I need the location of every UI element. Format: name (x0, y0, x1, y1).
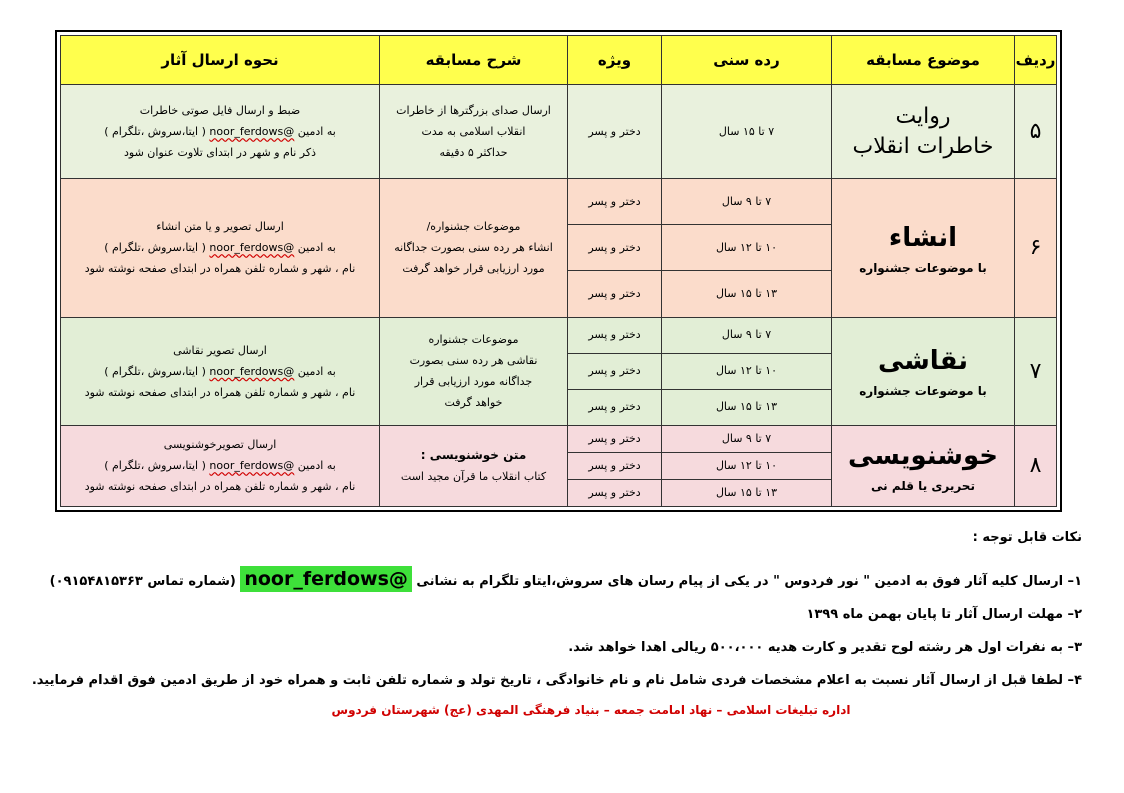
send-prefix: به ادمین (297, 459, 336, 473)
age-cell: ۱۳ تا ۱۵ سال (662, 271, 832, 317)
description-line: انقلاب اسلامی به مدت (421, 125, 526, 139)
highlighted-handle: noor_ferdows@ (240, 566, 412, 592)
note-1-text: ۱– ارسال کلیه آثار فوق به ادمین " نور فردوس " در یکی از پیام رسان های سروش،ایتاو تلگرام به نشانی (416, 574, 1082, 589)
send-line (67, 361, 373, 382)
notes-section (31, 530, 1082, 717)
group-cell: دختر و پسر (568, 479, 662, 506)
send-cell (61, 179, 380, 317)
send-cell (61, 425, 380, 506)
age-cell: ۷ تا ۱۵ سال (662, 85, 832, 179)
row-number: ۷ (1015, 317, 1057, 425)
group-cell: دختر و پسر (568, 389, 662, 425)
send-apps: ( ایتا،سروش ،تلگرام ) (104, 364, 206, 378)
send-line (67, 455, 373, 476)
send-line: ضبط و ارسال فایل صوتی خاطرات (139, 104, 301, 118)
note-1-phone: (شماره تماس ۰۹۱۵۴۸۱۵۳۶۳) (49, 574, 236, 589)
subject-title: نقاشی (877, 346, 969, 377)
table-row (61, 425, 1057, 452)
header-group: ویژه (568, 36, 662, 85)
header-age: رده سنی (662, 36, 832, 85)
header-radif: ردیف (1015, 36, 1057, 85)
description-cell (380, 317, 568, 425)
table-row (61, 179, 1057, 225)
table-header-row (61, 36, 1057, 85)
subject-subtitle: تحریری یا قلم نی (871, 478, 975, 493)
send-apps: ( ایتا،سروش ،تلگرام ) (104, 125, 206, 139)
subject-title: انشاء (888, 222, 958, 253)
send-prefix: به ادمین (297, 125, 336, 139)
subject-title: خوشنویسی (847, 440, 999, 471)
age-cell: ۷ تا ۹ سال (662, 425, 832, 452)
admin-handle: noor_ferdows@ (209, 125, 295, 139)
send-apps: ( ایتا،سروش ،تلگرام ) (104, 459, 206, 473)
row-subject (832, 425, 1015, 506)
competition-table (60, 35, 1057, 507)
description-line: متن خوشنویسی : (420, 447, 527, 462)
subject-subtitle: خاطرات انقلاب (852, 133, 994, 159)
admin-handle: noor_ferdows@ (209, 459, 295, 473)
send-prefix: به ادمین (297, 241, 336, 255)
note-4: ۴– لطفا قبل از ارسال آثار نسبت به اعلام مشخصات فردی شامل نام و نام خانوادگی ، تاریخ تولد و شماره تلفن ثابت و همراه خود از طریق ادمین فوق اقدام فرمایید. (31, 673, 1082, 688)
notes-title: نکات قابل توجه : (972, 530, 1082, 545)
row-subject (832, 85, 1015, 179)
header-description: شرح مسابقه (380, 36, 568, 85)
description-line: جداگانه مورد ارزیابی قرار (414, 375, 533, 389)
group-cell: دختر و پسر (568, 425, 662, 452)
age-cell: ۱۳ تا ۱۵ سال (662, 389, 832, 425)
table-row (61, 317, 1057, 353)
group-cell: دختر و پسر (568, 317, 662, 353)
group-cell: دختر و پسر (568, 225, 662, 271)
header-send: نحوه ارسال آثار (61, 36, 380, 85)
subject-subtitle: با موضوعات جشنواره (859, 260, 987, 275)
description-line: ارسال صدای بزرگترها از خاطرات (396, 104, 551, 118)
send-line: نام ، شهر و شماره تلفن همراه در ابتدای صفحه نوشته شود (84, 262, 356, 276)
send-cell (61, 85, 380, 179)
subject-title: روایت (895, 103, 951, 129)
send-line: نام ، شهر و شماره تلفن همراه در ابتدای صفحه نوشته شود (84, 480, 356, 494)
note-1 (40, 563, 1082, 598)
table-row (61, 85, 1057, 179)
description-line: نقاشی هر رده سنی بصورت (409, 354, 538, 368)
description-line: کتاب انقلاب ما قرآن مجید است (400, 469, 547, 483)
admin-handle: noor_ferdows@ (209, 364, 295, 378)
age-cell: ۱۰ تا ۱۲ سال (662, 225, 832, 271)
send-line (67, 237, 373, 258)
description-cell (380, 179, 568, 317)
send-apps: ( ایتا،سروش ،تلگرام ) (104, 241, 206, 255)
age-cell: ۷ تا ۹ سال (662, 317, 832, 353)
send-cell (61, 317, 380, 425)
group-cell: دختر و پسر (568, 271, 662, 317)
age-cell: ۷ تا ۹ سال (662, 179, 832, 225)
description-cell (380, 85, 568, 179)
header-subject: موضوع مسابقه (832, 36, 1015, 85)
row-number: ۵ (1015, 85, 1057, 179)
note-2: ۲– مهلت ارسال آثار تا پایان بهمن ماه ۱۳۹۹ (806, 607, 1082, 622)
send-line (67, 121, 373, 142)
description-line: حداکثر ۵ دقیقه (439, 146, 508, 160)
row-number: ۶ (1015, 179, 1057, 317)
age-cell: ۱۳ تا ۱۵ سال (662, 479, 832, 506)
group-cell: دختر و پسر (568, 353, 662, 389)
group-cell: دختر و پسر (568, 179, 662, 225)
send-line: ارسال تصویر و یا متن انشاء (156, 220, 284, 234)
description-line: موضوعات جشنواره/ (426, 220, 521, 234)
description-line: مورد ارزیابی قرار خواهد گرفت (402, 262, 545, 276)
send-line: ارسال تصویرخوشنویسی (163, 438, 277, 452)
send-line: ارسال تصویر نقاشی (173, 343, 267, 357)
description-line: خواهد گرفت (444, 396, 503, 410)
age-cell: ۱۰ تا ۱۲ سال (662, 353, 832, 389)
group-cell: دختر و پسر (568, 85, 662, 179)
row-subject (832, 317, 1015, 425)
row-subject (832, 179, 1015, 317)
admin-handle: noor_ferdows@ (209, 241, 295, 255)
description-line: موضوعات جشنواره (428, 333, 519, 347)
description-cell (380, 425, 568, 506)
send-line: نام ، شهر و شماره تلفن همراه در ابتدای صفحه نوشته شود (84, 385, 356, 399)
footer-organizations: اداره تبلیغات اسلامی – نهاد امامت جمعه – بنیاد فرهنگی المهدی (عج) شهرستان فردوس (331, 703, 851, 717)
row-number: ۸ (1015, 425, 1057, 506)
send-prefix: به ادمین (297, 364, 336, 378)
subject-subtitle: با موضوعات جشنواره (859, 384, 987, 399)
note-3: ۳– به نفرات اول هر رشته لوح تقدیر و کارت هدیه ۵۰۰،۰۰۰ ریالی اهدا خواهد شد. (568, 640, 1082, 655)
send-line: ذکر نام و شهر در ابتدای تلاوت عنوان شود (124, 146, 316, 160)
age-cell: ۱۰ تا ۱۲ سال (662, 452, 832, 479)
competition-table-frame (55, 30, 1062, 512)
group-cell: دختر و پسر (568, 452, 662, 479)
description-line: انشاء هر رده سنی بصورت جداگانه (394, 241, 553, 255)
